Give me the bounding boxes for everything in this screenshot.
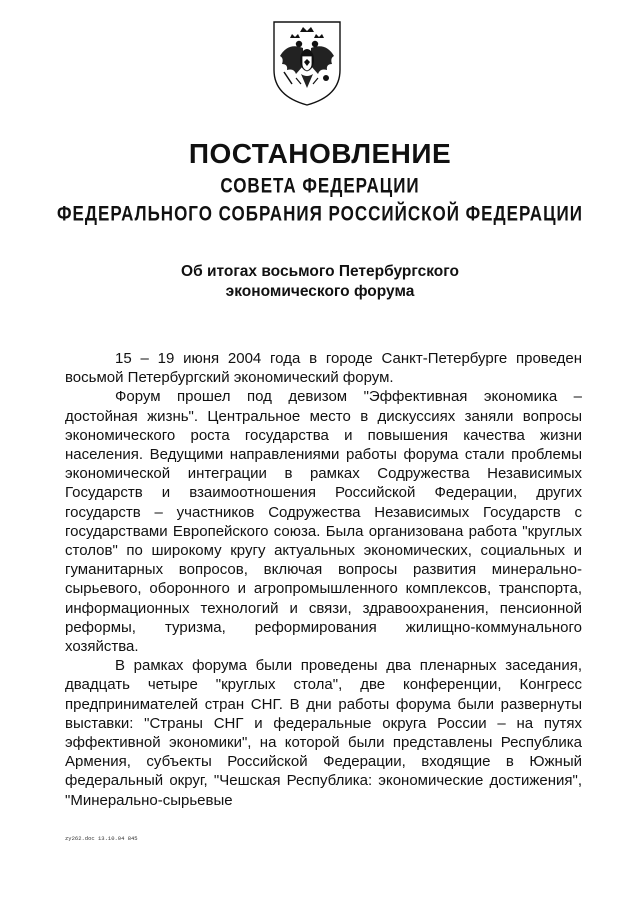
document-body: [65, 349, 582, 810]
coat-of-arms-emblem-icon: [270, 18, 344, 108]
document-subject: [0, 262, 640, 302]
body-paragraph: Форум прошел под девизом "Эффективная экономика – достойная жизнь". Центральное место в дискуссиях заняли вопросы экономического роста государства и повышения качества жизни населения. Ведущими направлениями работы форума стали проблемы экономической интеграции в рамках Содружества Независимых Государств и взаимоотношения Российской Федерации, других государств – участников Содружества Независимых Государств с государствами Европейского союза. Была организована работа "круглых столов" по широкому кругу актуальных экономических, социальных и гуманитарных вопросов, включая вопросы развития минерально-сырьевого, оборонного и агропромышленного комплексов, транспорта, информационных технологий и связи, здравоохранения, пенсионной реформы, туризма, реформирования жилищно-коммунального хозяйства.: [65, 388, 582, 656]
body-paragraph: 15 – 19 июня 2004 года в городе Санкт-Петербурге проведен восьмой Петербургский экономический форум.: [65, 350, 582, 387]
subject-line-2: экономического форума: [225, 283, 415, 300]
body-paragraph: В рамках форума были проведены два пленарных заседания, двадцать четыре "круглых стола", две конференции, Конгресс предпринимателей стран СНГ. В дни работы форума были развернуты выставки: "Страны СНГ и федеральные округа России – на путях эффективной экономики", на которой были представлены Республика Армения, субъекты Российской Федерации, входящие в Южный федеральный округ, "Чешская Республика: экономические достижения", "Минерально-сырьевые: [65, 657, 582, 809]
file-info-footer: zy262.doc 13.10.04 845: [65, 835, 138, 842]
subject-line-1: Об итогах восьмого Петербургского: [181, 263, 459, 280]
issuer-line-2: ФЕДЕРАЛЬНОГО СОБРАНИЯ РОССИЙСКОЙ ФЕДЕРАЦИИ: [57, 201, 583, 226]
document-title: ПОСТАНОВЛЕНИЕ: [188, 138, 452, 169]
issuer-line-1: СОВЕТА ФЕДЕРАЦИИ: [220, 173, 420, 198]
